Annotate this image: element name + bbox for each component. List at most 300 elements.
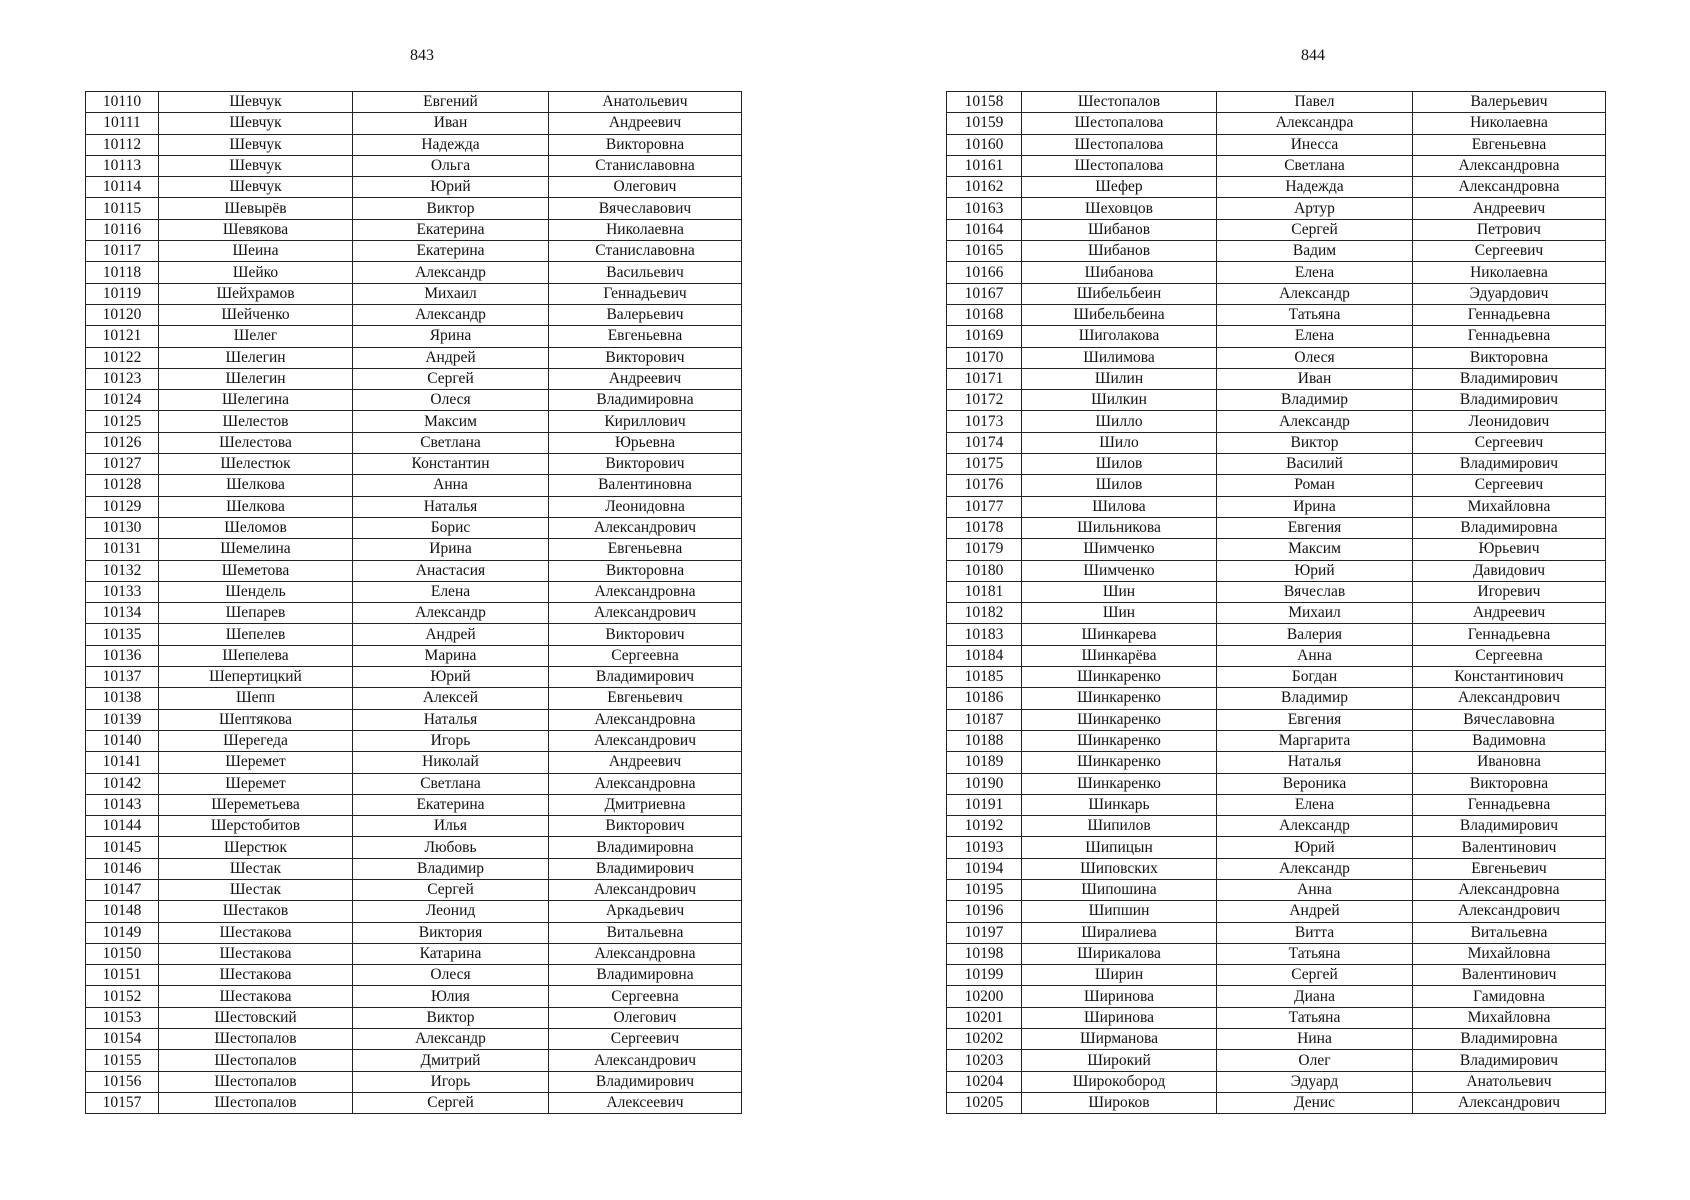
table-row <box>86 730 742 751</box>
first-name-cell: Наталья <box>353 496 549 517</box>
first-name-cell: Александр <box>353 262 549 283</box>
last-name-cell: Шевчук <box>159 177 353 198</box>
record-number-cell: 10124 <box>86 390 159 411</box>
table-row <box>86 879 742 900</box>
table-row <box>86 560 742 581</box>
first-name-cell: Иван <box>353 113 549 134</box>
record-number-cell: 10119 <box>86 283 159 304</box>
table-row <box>947 1071 1606 1092</box>
first-name-cell: Вероника <box>1217 773 1413 794</box>
last-name-cell: Шерстюк <box>159 837 353 858</box>
record-number-cell: 10123 <box>86 368 159 389</box>
record-number-cell: 10168 <box>947 304 1022 325</box>
last-name-cell: Шептякова <box>159 709 353 730</box>
first-name-cell: Вадим <box>1217 241 1413 262</box>
first-name-cell: Елена <box>1217 326 1413 347</box>
record-number-cell: 10197 <box>947 922 1022 943</box>
patronymic-cell: Михайловна <box>1413 943 1606 964</box>
roster-table <box>946 91 1606 1114</box>
last-name-cell: Шестопалова <box>1022 134 1217 155</box>
last-name-cell: Шеремет <box>159 773 353 794</box>
first-name-cell: Иван <box>1217 368 1413 389</box>
first-name-cell: Светлана <box>1217 155 1413 176</box>
record-number-cell: 10140 <box>86 730 159 751</box>
first-name-cell: Юлия <box>353 986 549 1007</box>
record-number-cell: 10149 <box>86 922 159 943</box>
record-number-cell: 10201 <box>947 1007 1022 1028</box>
record-number-cell: 10159 <box>947 113 1022 134</box>
patronymic-cell: Сергеевна <box>1413 645 1606 666</box>
patronymic-cell: Андреевич <box>1413 198 1606 219</box>
last-name-cell: Шейченко <box>159 304 353 325</box>
table-row <box>947 1007 1606 1028</box>
last-name-cell: Шилкин <box>1022 390 1217 411</box>
first-name-cell: Александр <box>1217 283 1413 304</box>
last-name-cell: Шестаков <box>159 901 353 922</box>
first-name-cell: Леонид <box>353 901 549 922</box>
first-name-cell: Владимир <box>1217 688 1413 709</box>
patronymic-cell: Викторовна <box>1413 347 1606 368</box>
record-number-cell: 10155 <box>86 1050 159 1071</box>
table-row <box>86 454 742 475</box>
table-row <box>947 92 1606 113</box>
record-number-cell: 10133 <box>86 581 159 602</box>
record-number-cell: 10157 <box>86 1092 159 1113</box>
record-number-cell: 10139 <box>86 709 159 730</box>
last-name-cell: Шепп <box>159 688 353 709</box>
patronymic-cell: Андреевич <box>549 752 742 773</box>
last-name-cell: Шерстобитов <box>159 816 353 837</box>
patronymic-cell: Владимировна <box>1413 1029 1606 1050</box>
first-name-cell: Олег <box>1217 1050 1413 1071</box>
first-name-cell: Сергей <box>1217 219 1413 240</box>
patronymic-cell: Валентинович <box>1413 965 1606 986</box>
record-number-cell: 10172 <box>947 390 1022 411</box>
first-name-cell: Юрий <box>1217 560 1413 581</box>
patronymic-cell: Александрович <box>549 879 742 900</box>
first-name-cell: Любовь <box>353 837 549 858</box>
table-row <box>86 496 742 517</box>
last-name-cell: Шестопалов <box>159 1071 353 1092</box>
record-number-cell: 10127 <box>86 454 159 475</box>
first-name-cell: Татьяна <box>1217 1007 1413 1028</box>
last-name-cell: Шевчук <box>159 155 353 176</box>
first-name-cell: Олеся <box>353 390 549 411</box>
last-name-cell: Шинкаренко <box>1022 709 1217 730</box>
record-number-cell: 10113 <box>86 155 159 176</box>
table-row <box>947 1029 1606 1050</box>
patronymic-cell: Юрьевич <box>1413 539 1606 560</box>
record-number-cell: 10204 <box>947 1071 1022 1092</box>
patronymic-cell: Евгеньевич <box>1413 858 1606 879</box>
patronymic-cell: Вячеславович <box>549 198 742 219</box>
table-row <box>86 134 742 155</box>
last-name-cell: Шестак <box>159 879 353 900</box>
record-number-cell: 10132 <box>86 560 159 581</box>
record-number-cell: 10144 <box>86 816 159 837</box>
first-name-cell: Павел <box>1217 92 1413 113</box>
record-number-cell: 10110 <box>86 92 159 113</box>
patronymic-cell: Анатольевич <box>1413 1071 1606 1092</box>
first-name-cell: Александра <box>1217 113 1413 134</box>
table-row <box>86 645 742 666</box>
table-row <box>86 1092 742 1113</box>
last-name-cell: Шелестов <box>159 411 353 432</box>
patronymic-cell: Александрович <box>549 730 742 751</box>
last-name-cell: Шестак <box>159 858 353 879</box>
last-name-cell: Шендель <box>159 581 353 602</box>
record-number-cell: 10185 <box>947 667 1022 688</box>
record-number-cell: 10158 <box>947 92 1022 113</box>
record-number-cell: 10183 <box>947 624 1022 645</box>
patronymic-cell: Михайловна <box>1413 1007 1606 1028</box>
table-row <box>947 262 1606 283</box>
last-name-cell: Шипицын <box>1022 837 1217 858</box>
patronymic-cell: Александровна <box>1413 879 1606 900</box>
roster-table <box>85 91 742 1114</box>
last-name-cell: Шилов <box>1022 475 1217 496</box>
last-name-cell: Широков <box>1022 1092 1217 1113</box>
patronymic-cell: Михайловна <box>1413 496 1606 517</box>
last-name-cell: Шевчук <box>159 134 353 155</box>
patronymic-cell: Викторович <box>549 816 742 837</box>
patronymic-cell: Эдуардович <box>1413 283 1606 304</box>
last-name-cell: Шинкаренко <box>1022 773 1217 794</box>
table-row <box>86 411 742 432</box>
first-name-cell: Анна <box>1217 879 1413 900</box>
table-row <box>947 368 1606 389</box>
record-number-cell: 10175 <box>947 454 1022 475</box>
table-row <box>947 581 1606 602</box>
first-name-cell: Ирина <box>1217 496 1413 517</box>
record-number-cell: 10186 <box>947 688 1022 709</box>
patronymic-cell: Вячеславовна <box>1413 709 1606 730</box>
patronymic-cell: Владимирович <box>549 1071 742 1092</box>
record-number-cell: 10111 <box>86 113 159 134</box>
last-name-cell: Шинкаренко <box>1022 730 1217 751</box>
table-row <box>947 219 1606 240</box>
patronymic-cell: Евгеньевич <box>549 688 742 709</box>
last-name-cell: Шестакова <box>159 922 353 943</box>
table-row <box>86 198 742 219</box>
record-number-cell: 10146 <box>86 858 159 879</box>
last-name-cell: Шевчук <box>159 92 353 113</box>
last-name-cell: Шестопалов <box>159 1029 353 1050</box>
last-name-cell: Шереметьева <box>159 794 353 815</box>
last-name-cell: Ширикалова <box>1022 943 1217 964</box>
first-name-cell: Марина <box>353 645 549 666</box>
table-row <box>86 837 742 858</box>
last-name-cell: Шинкарева <box>1022 624 1217 645</box>
record-number-cell: 10145 <box>86 837 159 858</box>
first-name-cell: Елена <box>1217 262 1413 283</box>
patronymic-cell: Константинович <box>1413 667 1606 688</box>
patronymic-cell: Давидович <box>1413 560 1606 581</box>
last-name-cell: Шепелева <box>159 645 353 666</box>
table-row <box>86 304 742 325</box>
table-row <box>947 901 1606 922</box>
record-number-cell: 10153 <box>86 1007 159 1028</box>
last-name-cell: Шилло <box>1022 411 1217 432</box>
record-number-cell: 10169 <box>947 326 1022 347</box>
first-name-cell: Нина <box>1217 1029 1413 1050</box>
table-row <box>86 241 742 262</box>
first-name-cell: Николай <box>353 752 549 773</box>
first-name-cell: Елена <box>1217 794 1413 815</box>
last-name-cell: Шин <box>1022 603 1217 624</box>
last-name-cell: Широкий <box>1022 1050 1217 1071</box>
table-row <box>947 155 1606 176</box>
table-row <box>86 92 742 113</box>
table-row <box>947 560 1606 581</box>
patronymic-cell: Геннадьевич <box>549 283 742 304</box>
table-row <box>86 1007 742 1028</box>
last-name-cell: Шестакова <box>159 986 353 1007</box>
record-number-cell: 10142 <box>86 773 159 794</box>
last-name-cell: Шейко <box>159 262 353 283</box>
patronymic-cell: Васильевич <box>549 262 742 283</box>
record-number-cell: 10152 <box>86 986 159 1007</box>
first-name-cell: Юрий <box>353 667 549 688</box>
table-row <box>86 581 742 602</box>
patronymic-cell: Олегович <box>549 1007 742 1028</box>
patronymic-cell: Игоревич <box>1413 581 1606 602</box>
last-name-cell: Шибанов <box>1022 241 1217 262</box>
first-name-cell: Борис <box>353 517 549 538</box>
table-row <box>947 943 1606 964</box>
last-name-cell: Шелег <box>159 326 353 347</box>
patronymic-cell: Владимировна <box>549 390 742 411</box>
patronymic-cell: Александровна <box>1413 155 1606 176</box>
first-name-cell: Сергей <box>353 368 549 389</box>
patronymic-cell: Викторович <box>549 347 742 368</box>
last-name-cell: Шипошина <box>1022 879 1217 900</box>
first-name-cell: Эдуард <box>1217 1071 1413 1092</box>
patronymic-cell: Вадимовна <box>1413 730 1606 751</box>
patronymic-cell: Валентинович <box>1413 837 1606 858</box>
patronymic-cell: Викторовна <box>1413 773 1606 794</box>
record-number-cell: 10122 <box>86 347 159 368</box>
patronymic-cell: Николаевна <box>549 219 742 240</box>
table-row <box>86 432 742 453</box>
page-number: 843 <box>410 47 434 64</box>
table-row <box>947 283 1606 304</box>
patronymic-cell: Николаевна <box>1413 262 1606 283</box>
table-row <box>947 198 1606 219</box>
last-name-cell: Шефер <box>1022 177 1217 198</box>
first-name-cell: Татьяна <box>1217 304 1413 325</box>
page-right <box>845 0 1690 1200</box>
last-name-cell: Шипилов <box>1022 816 1217 837</box>
table-row <box>947 496 1606 517</box>
roster-body <box>86 92 742 1114</box>
table-row <box>947 986 1606 1007</box>
record-number-cell: 10198 <box>947 943 1022 964</box>
table-row <box>947 134 1606 155</box>
record-number-cell: 10138 <box>86 688 159 709</box>
patronymic-cell: Андреевич <box>549 113 742 134</box>
table-row <box>947 475 1606 496</box>
last-name-cell: Шиповских <box>1022 858 1217 879</box>
record-number-cell: 10165 <box>947 241 1022 262</box>
patronymic-cell: Владимирович <box>1413 368 1606 389</box>
patronymic-cell: Евгеньевна <box>1413 134 1606 155</box>
table-row <box>86 1029 742 1050</box>
first-name-cell: Константин <box>353 454 549 475</box>
table-row <box>86 113 742 134</box>
last-name-cell: Ширинова <box>1022 986 1217 1007</box>
record-number-cell: 10174 <box>947 432 1022 453</box>
last-name-cell: Шелегин <box>159 368 353 389</box>
first-name-cell: Светлана <box>353 432 549 453</box>
record-number-cell: 10192 <box>947 816 1022 837</box>
record-number-cell: 10114 <box>86 177 159 198</box>
record-number-cell: 10170 <box>947 347 1022 368</box>
record-number-cell: 10178 <box>947 517 1022 538</box>
last-name-cell: Шестопалова <box>1022 113 1217 134</box>
table-row <box>86 347 742 368</box>
last-name-cell: Шелегина <box>159 390 353 411</box>
first-name-cell: Инесса <box>1217 134 1413 155</box>
first-name-cell: Роман <box>1217 475 1413 496</box>
record-number-cell: 10187 <box>947 709 1022 730</box>
first-name-cell: Анна <box>353 475 549 496</box>
table-row <box>86 794 742 815</box>
first-name-cell: Александр <box>1217 816 1413 837</box>
last-name-cell: Широкобород <box>1022 1071 1217 1092</box>
patronymic-cell: Петрович <box>1413 219 1606 240</box>
patronymic-cell: Сергеевич <box>1413 475 1606 496</box>
record-number-cell: 10202 <box>947 1029 1022 1050</box>
first-name-cell: Игорь <box>353 1071 549 1092</box>
patronymic-cell: Александровна <box>1413 177 1606 198</box>
patronymic-cell: Владимирович <box>549 858 742 879</box>
record-number-cell: 10136 <box>86 645 159 666</box>
table-row <box>947 1092 1606 1113</box>
record-number-cell: 10179 <box>947 539 1022 560</box>
table-row <box>947 624 1606 645</box>
last-name-cell: Ширалиева <box>1022 922 1217 943</box>
last-name-cell: Шестопалов <box>159 1050 353 1071</box>
first-name-cell: Ярина <box>353 326 549 347</box>
table-row <box>86 177 742 198</box>
patronymic-cell: Владимирович <box>1413 390 1606 411</box>
last-name-cell: Шепелев <box>159 624 353 645</box>
last-name-cell: Шелестюк <box>159 454 353 475</box>
table-row <box>947 965 1606 986</box>
record-number-cell: 10203 <box>947 1050 1022 1071</box>
table-row <box>947 752 1606 773</box>
first-name-cell: Светлана <box>353 773 549 794</box>
table-row <box>86 1050 742 1071</box>
record-number-cell: 10199 <box>947 965 1022 986</box>
patronymic-cell: Геннадьевна <box>1413 326 1606 347</box>
patronymic-cell: Кириллович <box>549 411 742 432</box>
first-name-cell: Татьяна <box>1217 943 1413 964</box>
patronymic-cell: Сергеевич <box>549 1029 742 1050</box>
table-row <box>947 390 1606 411</box>
first-name-cell: Максим <box>353 411 549 432</box>
table-row <box>86 368 742 389</box>
first-name-cell: Витта <box>1217 922 1413 943</box>
record-number-cell: 10112 <box>86 134 159 155</box>
record-number-cell: 10205 <box>947 1092 1022 1113</box>
patronymic-cell: Александрович <box>1413 901 1606 922</box>
patronymic-cell: Александровна <box>549 581 742 602</box>
first-name-cell: Сергей <box>353 879 549 900</box>
table-row <box>947 539 1606 560</box>
table-row <box>86 688 742 709</box>
table-row <box>947 879 1606 900</box>
last-name-cell: Шибанова <box>1022 262 1217 283</box>
record-number-cell: 10134 <box>86 603 159 624</box>
table-row <box>947 177 1606 198</box>
first-name-cell: Екатерина <box>353 794 549 815</box>
first-name-cell: Михаил <box>353 283 549 304</box>
patronymic-cell: Викторовна <box>549 134 742 155</box>
patronymic-cell: Александрович <box>549 517 742 538</box>
record-number-cell: 10167 <box>947 283 1022 304</box>
record-number-cell: 10143 <box>86 794 159 815</box>
first-name-cell: Екатерина <box>353 219 549 240</box>
first-name-cell: Юрий <box>353 177 549 198</box>
last-name-cell: Шестопалов <box>1022 92 1217 113</box>
table-row <box>86 816 742 837</box>
first-name-cell: Наталья <box>353 709 549 730</box>
table-row <box>86 752 742 773</box>
first-name-cell: Олеся <box>1217 347 1413 368</box>
table-row <box>947 241 1606 262</box>
first-name-cell: Евгения <box>1217 517 1413 538</box>
first-name-cell: Виктор <box>1217 432 1413 453</box>
patronymic-cell: Витальевна <box>1413 922 1606 943</box>
patronymic-cell: Викторовна <box>549 560 742 581</box>
first-name-cell: Надежда <box>1217 177 1413 198</box>
last-name-cell: Ширинова <box>1022 1007 1217 1028</box>
page-number: 844 <box>1301 47 1325 64</box>
table-row <box>947 113 1606 134</box>
last-name-cell: Шинкаренко <box>1022 688 1217 709</box>
record-number-cell: 10184 <box>947 645 1022 666</box>
first-name-cell: Богдан <box>1217 667 1413 688</box>
first-name-cell: Сергей <box>1217 965 1413 986</box>
patronymic-cell: Викторович <box>549 624 742 645</box>
table-row <box>86 475 742 496</box>
patronymic-cell: Анатольевич <box>549 92 742 113</box>
table-row <box>947 432 1606 453</box>
record-number-cell: 10166 <box>947 262 1022 283</box>
patronymic-cell: Владимирович <box>1413 1050 1606 1071</box>
last-name-cell: Ширин <box>1022 965 1217 986</box>
table-row <box>86 709 742 730</box>
last-name-cell: Шевчук <box>159 113 353 134</box>
table-row <box>947 326 1606 347</box>
patronymic-cell: Александрович <box>1413 1092 1606 1113</box>
first-name-cell: Диана <box>1217 986 1413 1007</box>
patronymic-cell: Дмитриевна <box>549 794 742 815</box>
record-number-cell: 10195 <box>947 879 1022 900</box>
first-name-cell: Алексей <box>353 688 549 709</box>
record-number-cell: 10118 <box>86 262 159 283</box>
patronymic-cell: Олегович <box>549 177 742 198</box>
record-number-cell: 10163 <box>947 198 1022 219</box>
last-name-cell: Шестопалов <box>159 1092 353 1113</box>
table-row <box>86 262 742 283</box>
record-number-cell: 10189 <box>947 752 1022 773</box>
last-name-cell: Шепарев <box>159 603 353 624</box>
record-number-cell: 10150 <box>86 943 159 964</box>
first-name-cell: Александр <box>353 603 549 624</box>
